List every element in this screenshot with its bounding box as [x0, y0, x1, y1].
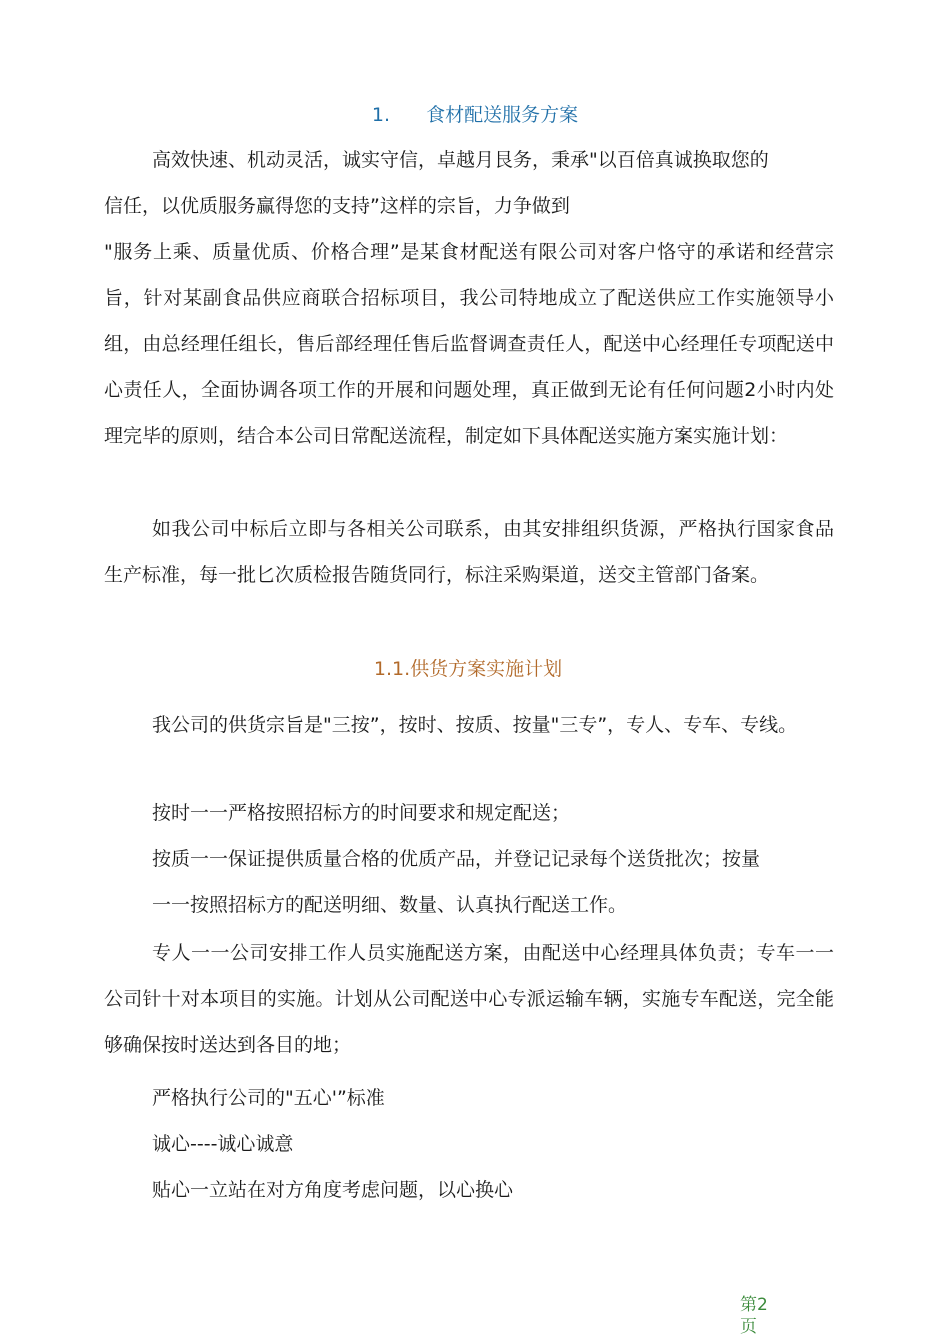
subsection-heading: 1.1.供货方案实施计划 [373, 658, 563, 680]
sincerity-line: 诚心----诚心诚意 [152, 1133, 294, 1155]
section-title: 食材配送服务方案 [426, 104, 579, 126]
intro-commitment-paragraph: "服务上乘、质量优质、价格合理”是某食材配送有限公司对客户恪守的承诺和经营宗旨，针对某副食品供应商联合招标项目，我公司特地成立了配送供应工作实施领导小组，由总经理任组长，售后部经理任售后监督调查责任人，配送中心经理任专项配送中心责任人，全面协调各项工作的开展和问题处理，真正做到无论有任何问题2小时内处理完毕的原则，结合本公司日常配送流程，制定如下具体配送实施方案实施计划： [104, 241, 834, 447]
section-heading [0, 100, 950, 130]
supply-quality-line-2: 一一按照招标方的配送明细、数量、认真执行配送工作。 [152, 894, 628, 916]
page-number: 第2页 [740, 1295, 768, 1337]
section-number: 1. [371, 104, 391, 126]
supply-on-time-line: 按时一一严格按照招标方的时间要求和规定配送； [152, 802, 571, 824]
intro-paragraph-line-1: 高效快速、机动灵活，诚实守信，卓越月艮务，秉承"以百倍真诚换取您的 [152, 149, 769, 171]
five-hearts-standard-line: 严格执行公司的"五心'”标准 [152, 1087, 385, 1109]
intro-bid-paragraph: 如我公司中标后立即与各相关公司联系，由其安排组织货源，严格执行国家食品生产标准，每一批匕次质检报告随货同行，标注采购渠道，送交主管部门备案。 [104, 518, 834, 586]
supply-quality-line-1: 按质一一保证提供质量合格的优质产品，并登记记录每个送货批次；按量 [152, 848, 761, 870]
supply-principle-paragraph: 我公司的供货宗旨是"三按”，按时、按质、按量"三专”，专人、专车、专线。 [152, 714, 798, 736]
intro-paragraph-line-2: 信任，以优质服务赢得您的支持”这样的宗旨，力争做到 [104, 195, 570, 217]
considerate-line: 贴心一立站在对方角度考虑问题，以心换心 [152, 1179, 514, 1201]
supply-dedicated-paragraph: 专人一一公司安排工作人员实施配送方案，由配送中心经理具体负责；专车一一公司针十对本项目的实施。计划从公司配送中心专派运输车辆，实施专车配送，完全能够确保按时送达到各目的地； [104, 942, 834, 1056]
